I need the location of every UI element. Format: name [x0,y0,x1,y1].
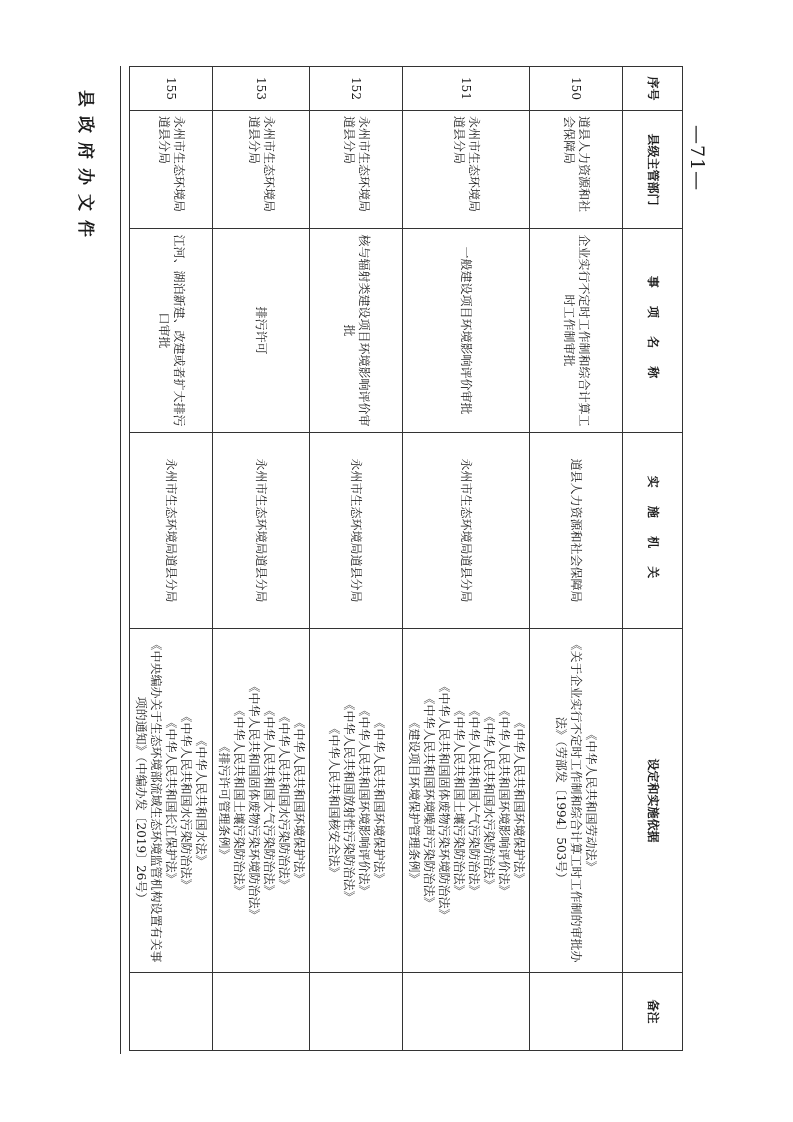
row-agency: 永州市生态环境局道县分局 [213,433,310,629]
row-note [130,973,213,1051]
basis-line: 《中华人民共和国大气污染防治法》 [467,704,481,897]
basis-line: 《中华人民共和国土壤污染防治法》 [232,704,246,897]
row-item: 江河、湖泊新建、改建或者扩大排污口审批 [130,229,213,433]
basis-line: 《中华人民共和国水污染防治法》 [482,710,496,891]
document-header: 县政府办文件 [75,90,95,246]
basis-line: 《中华人民共和国环境影响评价法》 [497,704,511,897]
table-row [130,67,213,1051]
row-basis [213,629,310,973]
page-number: —71— [686,125,708,192]
table-row [403,67,530,1051]
basis-line: 《中华人民共和国水污染防治法》 [179,710,194,891]
row-dept: 永州市生态环境局道县分局 [403,111,530,229]
table-header-row [623,67,683,1051]
header-item: 事 项 名 称 [623,229,683,433]
row-note [530,973,623,1051]
table-body [130,67,623,1051]
row-basis [530,629,623,973]
basis-line: 《中华人民共和国环境保护法》 [372,716,386,885]
basis-line: 《中华人民共和国环境影响评价法》 [357,704,371,897]
row-note [403,973,530,1051]
basis-line: 《中华人民共和国大气污染防治法》 [262,704,276,897]
basis-line: 《中华人民共和国劳动法》 [584,728,599,873]
basis-line: 《中华人民共和国核安全法》 [327,722,341,879]
row-seq: 155 [130,67,213,111]
row-agency: 道县人力资源和社会保障局 [530,433,623,629]
left-margin-rule [120,66,121,1054]
header-seq: 序号 [623,67,683,111]
basis-line: 《中央编办关于生态环境部流域生态环境监管机构设置有关事项的通知》（中编办发〔2019〕26号） [134,638,164,963]
row-dept: 道县人力资源和社会保障局 [530,111,623,229]
header-dept: 县级主管部门 [623,111,683,229]
basis-line: 《中华人民共和国水污染防治法》 [277,710,291,891]
header-basis: 设定和实施依据 [623,629,683,973]
header-agency: 实 施 机 关 [623,433,683,629]
basis-line: 《中华人民共和国长江保护法》 [164,716,179,885]
basis-line: 《中华人民共和国土壤污染防治法》 [452,704,466,897]
row-note [213,973,310,1051]
row-note [310,973,403,1051]
row-dept: 永州市生态环境局道县分局 [130,111,213,229]
row-item: 企业实行不定时工作制和综合计算工时工作制审批 [530,229,623,433]
row-seq: 151 [403,67,530,111]
row-item: 一般建设项目环境影响评价审批 [403,229,530,433]
row-seq: 150 [530,67,623,111]
table-container [134,66,683,1050]
row-item: 核与辐射类建设项目环境影响评价审批 [310,229,403,433]
row-item: 排污许可 [213,229,310,433]
basis-line: 《中华人民共和国环境噪声污染防治法》 [422,692,436,909]
basis-line: 《中华人民共和国放射性污染防治法》 [342,698,356,903]
basis-line: 《中华人民共和国固体废物污染环境防治法》 [437,680,451,921]
table-row [530,67,623,1051]
basis-line: 《中华人民共和国水法》 [194,734,209,867]
basis-line: 《中华人民共和国固体废物污染环境防治法》 [247,680,261,921]
basis-line: 《中华人民共和国环境保护法》 [292,716,306,885]
row-basis [403,629,530,973]
row-dept: 永州市生态环境局道县分局 [213,111,310,229]
row-agency: 永州市生态环境局道县分局 [130,433,213,629]
basis-line: 《建设项目环境保护管理条例》 [407,716,421,885]
basis-line: 《排污许可管理条例》 [217,740,231,861]
table-row [213,67,310,1051]
row-basis [310,629,403,973]
table-row [310,67,403,1051]
basis-line: 《关于企业实行不定时工作制和综合计算工时工作制的审批办法》（劳部发〔1994〕503号） [554,638,584,963]
row-agency: 永州市生态环境局道县分局 [310,433,403,629]
row-dept: 永州市生态环境局道县分局 [310,111,403,229]
row-basis [130,629,213,973]
basis-line: 《中华人民共和国环境保护法》 [512,716,526,885]
approval-items-table [129,66,683,1051]
row-agency: 永州市生态环境局道县分局 [403,433,530,629]
row-seq: 152 [310,67,403,111]
header-note: 备注 [623,973,683,1051]
row-seq: 153 [213,67,310,111]
